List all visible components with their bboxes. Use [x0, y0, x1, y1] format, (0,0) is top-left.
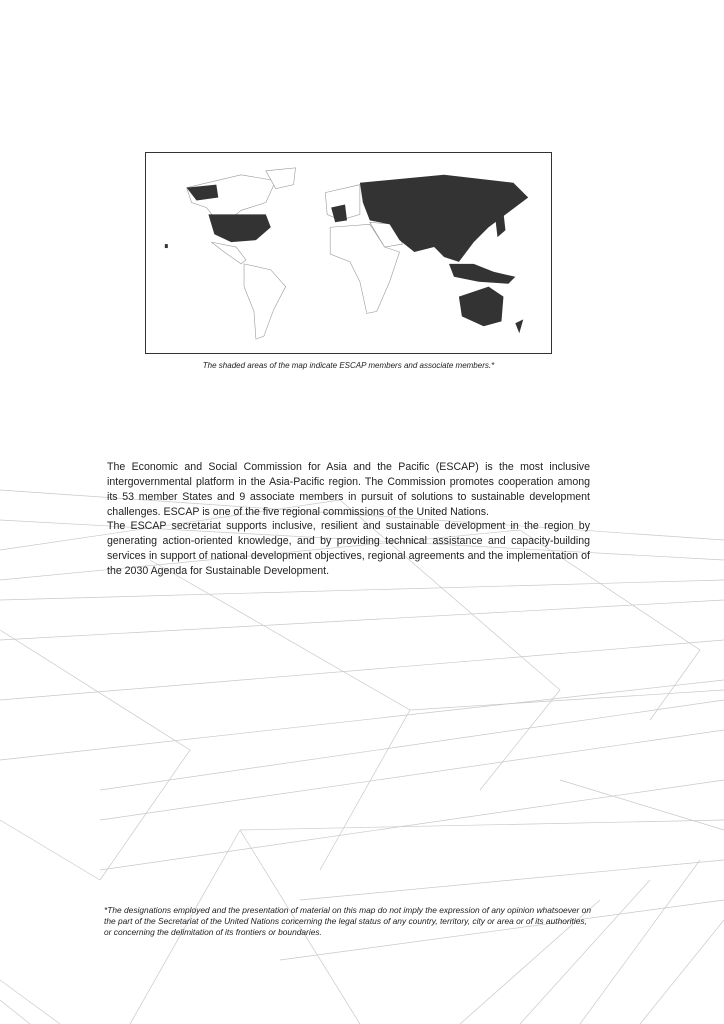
- map-caption: The shaded areas of the map indicate ESCAP members and associate members.*: [202, 361, 495, 370]
- australia-shaded: [459, 287, 504, 327]
- map-disclaimer: *The designations employed and the presentation of material on this map do not imply the expression of any opinion whatsoever on the part of the Secretariat of the United Nations concerning the legal status of any country, territory, city or area or of its authorities, or concerning the delimitation of its frontiers or boundaries.: [104, 905, 591, 937]
- france-uk-netherlands-shaded: [331, 204, 347, 222]
- world-map: [145, 152, 552, 354]
- south-america-outline: [244, 264, 286, 339]
- paragraph-escap-secretariat: The ESCAP secretariat supports inclusive, resilient and sustainable development in the region by generating action-oriented knowledge, and by providing technical assistance and capacity-building services in support of national development objectives, regional agreements and the implementation of the 2030 Agenda for Sustainable Development.: [107, 520, 590, 577]
- new-zealand-shaded: [515, 319, 523, 333]
- paragraph-escap-intro: The Economic and Social Commission for Asia and the Pacific (ESCAP) is the most inclusive intergovernmental platform in the Asia-Pacific region. The Commission promotes cooperation among its 53 member States and 9 associate members in pursuit of solutions to sustainable development challenges. ESCAP is one of the five regional commissions of the United Nations.: [107, 461, 590, 518]
- hawaii-shaded: [165, 244, 168, 248]
- central-america-outline: [211, 242, 246, 264]
- world-map-graphic: [146, 153, 551, 353]
- southeast-asia-shaded: [449, 264, 515, 284]
- usa-shaded: [208, 214, 270, 242]
